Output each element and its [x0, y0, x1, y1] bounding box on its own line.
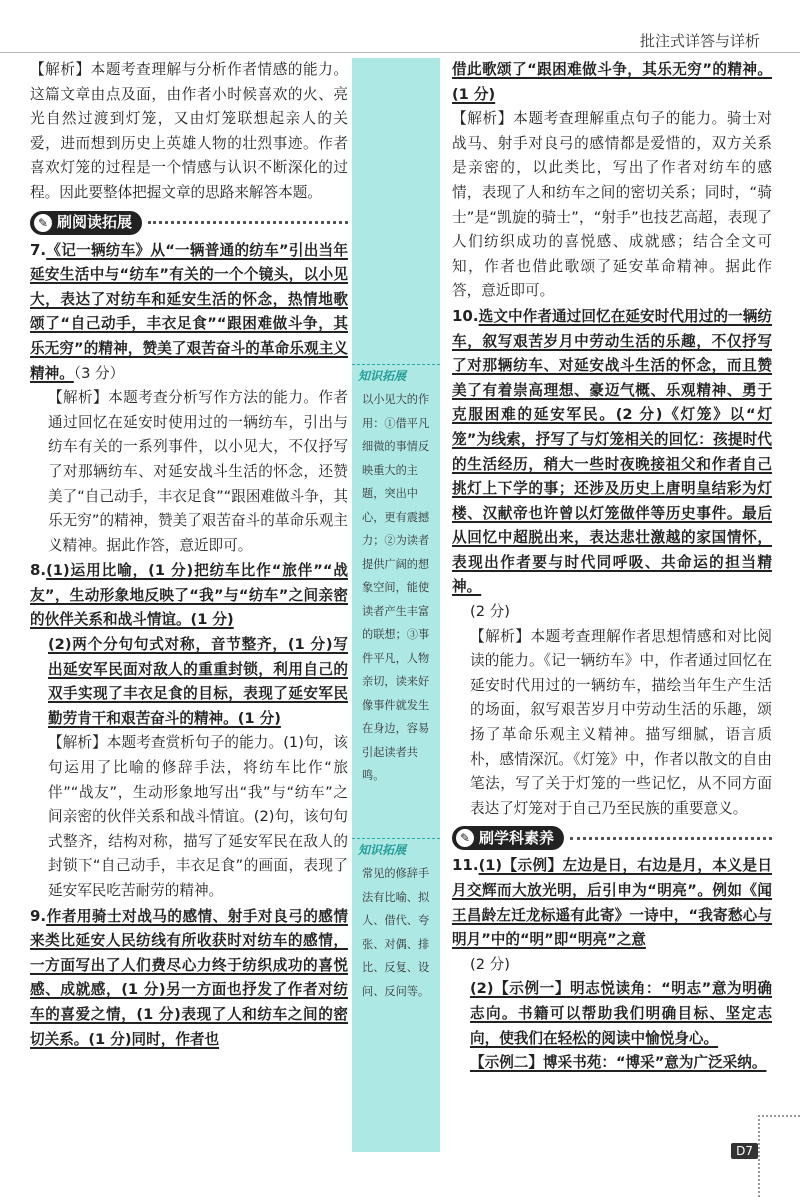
knowledge-box-title: 知识拓展 — [358, 369, 407, 383]
section-title: 刷学科素养 — [479, 829, 555, 848]
q9-continuation: 借此歌颂了“跟困难做斗争，其乐无穷”的精神。(1 分) — [452, 61, 772, 103]
q8-analysis: 【解析】本题考查赏析句子的能力。(1)句，该句运用了比喻的修辞手法，将纺车比作“旅伴”“战友”，生动形象地写出“我”与“纺车”之间亲密的伙伴关系和战斗情谊。(2)句，该句句式整齐，结构对称，描写了延安军民在敌人的封锁下“自己动手，丰衣足食”的画面，表现了延安军民吃苦耐劳的精神。 — [48, 734, 348, 899]
dashed-rule — [352, 364, 440, 365]
section-pill — [452, 826, 564, 850]
q11-part1-score: (2 分) — [470, 955, 510, 973]
section-reading-extension — [30, 210, 348, 236]
right-column — [452, 58, 772, 1076]
dashed-rule — [352, 838, 440, 839]
left-column — [30, 58, 348, 1052]
q11-number: 11. — [452, 856, 479, 875]
q7-score: （3 分） — [73, 364, 125, 382]
q7-answer: 《记一辆纺车》从“一辆普通的纺车”引出当年延安生活中与“纺车”有关的一个个镜头，以小见大，表达了对纺车和延安生活的怀念，热情地歌颂了“自己动手，丰衣足食”“跟困难做斗争，其乐无穷”的精神，赞美了艰苦奋斗的革命乐观主义精神。 — [30, 241, 348, 382]
q11-part2-example1: (2)【示例一】明志悦读角：“明志”意为明确志向。书籍可以帮助我们明确目标、坚定志向，使我们在轻松的阅读中愉悦身心。 — [470, 980, 772, 1047]
q11-part2-example2: 【示例二】博采书苑：“博采”意为广泛采纳。 — [470, 1054, 767, 1072]
knowledge-box-title: 知识拓展 — [358, 843, 407, 857]
page-number: D7 — [731, 1143, 758, 1159]
q7-analysis: 【解析】本题考查分析写作方法的能力。作者通过回忆在延安时使用过的一辆纺车，引出与纺车有关的一系列事件，以小见大，不仅抒写了对那辆纺车、对延安战斗生活的怀念，还赞美了“自己动手，丰衣足食”“跟困难做斗争，其乐无穷”的精神，赞美了艰苦奋斗的革命乐观主义精神。据此作答，意近即可。 — [48, 389, 348, 554]
question-9 — [30, 904, 348, 1053]
q8-number: 8. — [30, 561, 47, 580]
q10-analysis: 【解析】本题考查理解作者思想情感和对比阅读的能力。《记一辆纺车》中，作者通过回忆在延安时代用过的一辆纺车，描绘当年生产生活的场面，叙写艰苦岁月中劳动生活的乐趣，颂扬了革命乐观主义精神。描写细腻，语言质朴，感情深沉。《灯笼》中，作者以散文的自由笔法，写了关于灯笼的一些记忆，从不同方面表达了灯笼对于自己乃至民族的重要意义。 — [470, 627, 772, 817]
q10-number: 10. — [452, 306, 479, 325]
q8-part1: (1)运用比喻，(1 分)把纺车比作“旅伴”“战友”，生动形象地反映了“我”与“纺车”之间亲密的伙伴关系和战斗情谊。(1 分) — [30, 562, 348, 629]
book-icon: ✎ — [34, 214, 52, 232]
knowledge-box-1 — [352, 364, 440, 788]
q10-score: (2 分) — [470, 603, 510, 621]
section-subject-literacy — [452, 825, 772, 851]
dotted-rule — [148, 221, 348, 224]
header-title: 批注式详答与详析 — [639, 32, 760, 50]
dotted-rule — [570, 837, 772, 840]
q9-analysis: 【解析】本题考查理解重点句子的能力。骑士对战马、射手对良弓的感情都是爱惜的，双方关系是亲密的，以此类比，写出了作者对纺车的感情，表现了人和纺车之间的密切关系；同时，“骑士”是“凯旋的骑士”，“射手”也技艺高超，表现了人们纺织成功的喜悦感、成就感；结合全文可知，作者也借此歌颂了延安革命精神。据此作答，意近即可。 — [452, 110, 772, 300]
header-divider — [0, 52, 800, 53]
knowledge-box-2 — [352, 838, 440, 1003]
q11-part1: (1)【示例】左边是日，右边是月，本义是日月交辉而大放光明，后引申为“明亮”。例如《闻王昌龄左迁龙标遥有此寄》一诗中，“我寄愁心与明月”中的“明”即“明亮”之意 — [452, 857, 772, 949]
analysis-intro: 【解析】本题考查理解与分析作者情感的能力。这篇文章由点及面，由作者小时候喜欢的火、亮光自然过渡到灯笼，又由灯笼联想起亲人的关爱，进而想到历史上英雄人物的壮烈事迹。作者喜欢灯笼的过程是一个情感与认识不断深化的过程。因此要整体把握文章的思路来解答本题。 — [30, 61, 348, 201]
corner-decoration — [758, 1115, 800, 1197]
section-pill — [30, 211, 142, 235]
question-8 — [30, 558, 348, 633]
knowledge-box-text: 以小见大的作用：①借平凡细微的事情反映重大的主题，突出中心，更有震撼力；②为读者提供广阔的想象空间，能使读者产生丰富的联想；③事件平凡，人物亲切，读来好像事件就发生在身边，容易引起读者共鸣。 — [362, 393, 430, 782]
q8-part2: (2)两个分句句式对称，音节整齐，(1 分)写出延安军民面对敌人的重重封锁，利用自己的双手实现了丰衣足食的目标，表现了延安军民勤劳肯干和艰苦奋斗的精神。(1 分) — [48, 636, 348, 727]
q10-answer: 选文中作者通过回忆在延安时代用过的一辆纺车，叙写艰苦岁月中劳动生活的乐趣，不仅抒写了对那辆纺车、对延安战斗生活的怀念，而且赞美了有着崇高理想、豪迈气概、乐观精神、勇于克服困难的延安军民。(2 分)《灯笼》以“灯笼”为线索，抒写了与灯笼相关的回忆：孩提时代的生活经历，稍大一些时夜晚接祖父和作者自己挑灯上下学的事；还涉及历史上唐明皇结彩为灯楼、汉献帝也许曾以灯笼做伴等历史事件。最后从回忆中超脱出来，表达悲壮激越的家国情怀，表现出作者要与时代同呼吸、共命运的担当精神。 — [452, 307, 772, 596]
knowledge-box-text: 常见的修辞手法有比喻、拟人、借代、夸张、对偶、排比、反复、设问、反问等。 — [362, 867, 430, 998]
book-icon: ✎ — [456, 829, 474, 847]
question-10 — [452, 304, 772, 600]
section-title: 刷阅读拓展 — [57, 213, 133, 232]
q9-answer: 作者用骑士对战马的感情、射手对良弓的感情来类比延安人民纺线有所收获时对纺车的感情，一方面写出了人们费尽心力终于纺织成功的喜悦感、成就感，(1 分)另一方面也抒发了作者对纺车的喜爱之情，(1 分)表现了人和纺车之间的密切关系。(1 分)同时，作者也 — [30, 907, 348, 1048]
q9-number: 9. — [30, 906, 47, 925]
question-11 — [452, 853, 772, 952]
q7-number: 7. — [30, 240, 47, 259]
question-7 — [30, 238, 348, 387]
sidebar-knowledge — [352, 58, 440, 1152]
